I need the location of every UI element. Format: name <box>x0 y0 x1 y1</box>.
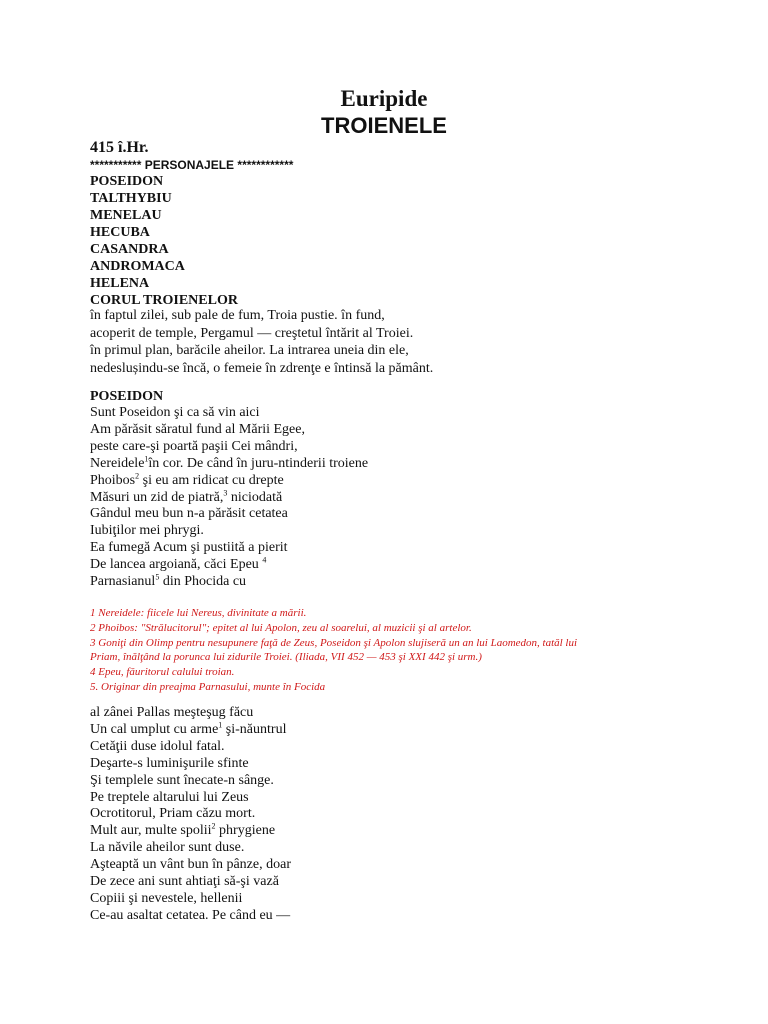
verse-text: Ea fumegă Acum şi pustiită a pierit <box>90 540 288 556</box>
verse-text-after: şi eu am ridicat cu drepte <box>139 472 284 488</box>
verse-text: Aşteaptă un vânt bun în pânze, doar <box>90 857 291 873</box>
footnote-ref: 5 <box>155 572 160 582</box>
verse-line <box>90 739 291 756</box>
verse-text: Ocrotitorul, Priam căzu mort. <box>90 806 256 822</box>
verse-line <box>90 756 291 773</box>
character-name: CORUL TROIENELOR <box>90 293 238 308</box>
stage-line: în faptul zilei, sub pale de fum, Troia pustie. în fund, <box>90 308 385 323</box>
character-name: HECUBA <box>90 225 150 240</box>
verse-text: Şi templele sunt înecate-n sânge. <box>90 772 274 788</box>
verse-text: Gândul meu bun n-a părăsit cetatea <box>90 506 288 522</box>
verse-text: Copiii şi nevestele, hellenii <box>90 890 243 906</box>
verse-line <box>90 487 368 507</box>
character-name: HELENA <box>90 276 150 291</box>
verse-text: Am părăsit săratul fund al Mării Egee, <box>90 421 305 437</box>
verse-line <box>90 456 368 473</box>
verse-text: Un cal umplut cu arme <box>90 721 219 737</box>
footnote: 4 Epeu, făuritorul calului troian. <box>90 666 235 679</box>
verse-line <box>90 908 291 925</box>
footnote-ref: 2 <box>211 821 216 831</box>
verse-text: Sunt Poseidon şi ca să vin aici <box>90 405 260 420</box>
footnote-ref: 3 <box>223 487 228 497</box>
verse-line <box>90 506 368 523</box>
character-name: ANDROMACA <box>90 259 185 274</box>
footnote-ref: 1 <box>218 720 223 730</box>
verse-line <box>90 790 291 807</box>
verse-text-after: în cor. De când în juru-ntinderii troiene <box>148 455 369 471</box>
verse-text-after: din Phocida cu <box>159 574 247 590</box>
verse-text: Deşarte-s luminişurile sfinte <box>90 755 249 771</box>
verse-text-after: phrygiene <box>215 823 276 839</box>
verse-line <box>90 857 291 874</box>
verse-line <box>90 806 291 823</box>
verse-text: Măsuri un zid de piatră, <box>90 489 224 505</box>
footnote-ref: 1 <box>144 454 149 464</box>
verse-line <box>90 470 368 490</box>
verse-line <box>90 840 291 857</box>
verse-block-2 <box>90 705 291 925</box>
character-name: TALTHYBIU <box>90 191 172 206</box>
verse-text: Cetăţii duse idolul fatal. <box>90 738 225 754</box>
verse-block-1 <box>90 405 368 591</box>
page-title: TROIENELE <box>321 113 447 138</box>
verse-line <box>90 574 368 591</box>
footnote: 1 Nereidele: fiicele lui Nereus, divinitate a mării. <box>90 607 307 619</box>
verse-text: De zece ani sunt ahtiaţi să-şi vază <box>90 874 279 890</box>
stage-line: nedeslușindu-se încă, o femeie în zdrenţe e întinsă la pământ. <box>90 360 434 376</box>
character-name: MENELAU <box>90 208 162 223</box>
footnote: Priam, înălţând la porunca lui zidurile Troiei. (Iliada, VII 452 — 453 şi XXI 442 şi urm.) <box>90 651 482 664</box>
verse-line <box>90 439 368 456</box>
verse-text: De lancea argoiană, căci Epeu <box>90 557 263 573</box>
verse-text-after: şi-năuntrul <box>222 721 287 737</box>
footnotes <box>90 606 690 695</box>
character-name: CASANDRA <box>90 242 169 257</box>
verse-text: al zânei Pallas meşteşug făcu <box>90 705 254 720</box>
verse-text: La năvile aheilor sunt duse. <box>90 840 245 856</box>
stage-directions <box>90 307 433 377</box>
verse-text: Nereidele <box>90 455 145 471</box>
verse-text: Iubiţilor mei phrygi. <box>90 523 204 539</box>
verse-line <box>90 540 368 557</box>
verse-line <box>90 891 291 908</box>
footnote: 3 Goniţi din Olimp pentru nesupunere faţă de Zeus, Poseidon şi Apolon slujiseră un an lui Laomedon, tatăl lui <box>90 636 578 649</box>
author-name: Euripide <box>340 86 428 111</box>
verse-line <box>90 523 368 540</box>
verse-text: Pe treptele altarului lui Zeus <box>90 789 249 805</box>
verse-line <box>90 557 368 574</box>
footnote-ref: 2 <box>135 470 140 480</box>
verse-line <box>90 705 291 722</box>
footnote-ref: 4 <box>262 555 267 565</box>
stage-line: în primul plan, barăcile aheilor. La intrarea uneia din ele, <box>90 343 409 358</box>
verse-line <box>90 773 291 790</box>
verse-text: Ce-au asaltat cetatea. Pe când eu — <box>90 907 291 923</box>
character-name: POSEIDON <box>90 174 164 189</box>
verse-text-after: niciodată <box>227 489 283 505</box>
verse-line <box>90 722 291 739</box>
footnote: 2 Phoibos: "Strălucitorul"; epitet al lui Apolon, zeu al soarelui, al muzicii şi al artelor. <box>90 621 472 634</box>
verse-text: Parnasianul <box>90 574 156 590</box>
stage-line: acoperit de temple, Pergamul — creştetul întărit al Troiei. <box>90 325 414 341</box>
verse-line <box>90 874 291 891</box>
verse-text: Mult aur, multe spolii <box>90 823 212 839</box>
verse-line <box>90 405 368 422</box>
verse-line <box>90 422 368 439</box>
speaker-name: POSEIDON <box>90 389 164 404</box>
characters-header: *********** PERSONAJELE ************ <box>90 158 294 172</box>
verse-text: Phoibos <box>90 472 136 488</box>
verse-line <box>90 823 291 840</box>
footnote: 5. Originar din preajma Parnasului, munte în Focida <box>90 680 326 693</box>
year-label: 415 î.Hr. <box>90 139 149 156</box>
verse-text: peste care-şi poartă paşii Cei mândri, <box>90 438 298 454</box>
characters-list <box>90 173 238 309</box>
